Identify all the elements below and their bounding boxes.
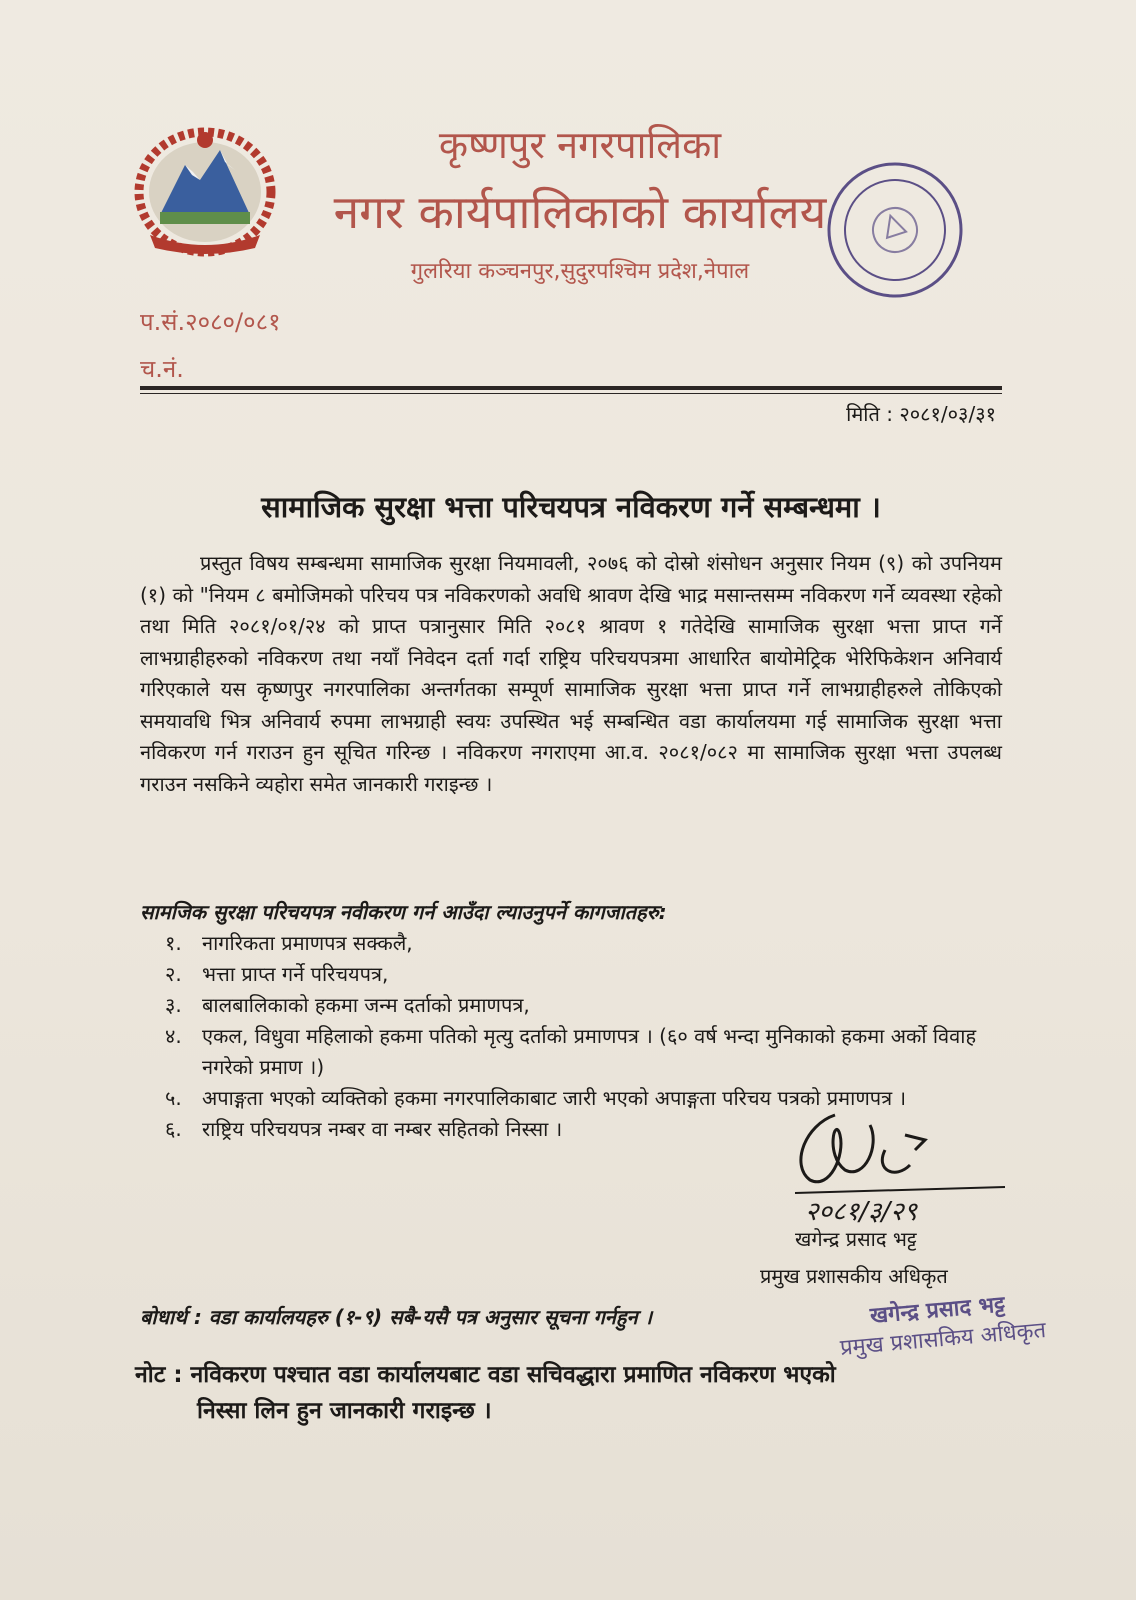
signature-stamp-title: प्रमुख प्रशासकिय अधिकृत bbox=[839, 1318, 1047, 1361]
note-line-2: निस्सा लिन हुन जानकारी गराइन्छ । bbox=[197, 1398, 492, 1424]
list-item: ३. बालबालिकाको हकमा जन्म दर्ताको प्रमाणपत्र, bbox=[165, 993, 530, 1017]
list-item: २. भत्ता प्राप्त गर्ने परिचयपत्र, bbox=[165, 962, 389, 986]
header-divider bbox=[140, 386, 1002, 390]
letter-body: प्रस्तुत विषय सम्बन्धमा सामाजिक सुरक्षा नियमावली, २०७६ को दोस्रो शंसोधन अनुसार नियम (९) को उपनियम (१) को "नियम ८ बमोजिमको परिचय पत्र नविकरणको अवधि श्रावण देखि भाद्र मसान्तसम्म नविकरण गर्ने व्यवस्था रहेको तथा मिति २०८१/०१/२४ को प्राप्त पत्रानुसार मिति २०८१ श्रावण १ गतेदेखि सामाजिक सुरक्षा भत्ता प्राप्त गर्ने लाभग्राहीहरुको नविकरण तथा नयाँ निवेदन दर्ता गर्दा राष्ट्रिय परिचयपत्रमा आधारित बायोमेट्रिक भेरिफिकेशन अनिवार्य गरिएकाले यस कृष्णपुर नगरपालिका अन्तर्गतका सम्पूर्ण सामाजिक सुरक्षा भत्ता प्राप्त गर्ने लाभग्राहीहरुले तोकिएको समयावधि भित्र अनिवार्य रुपमा लाभग्राही स्वयः उपस्थित भई सम्बन्धित वडा कार्यालयमा गई सामाजिक सुरक्षा भत्ता नविकरण गर्न गराउन हुन सूचित गरिन्छ । नविकरण नगराएमा आ.व. २०८१/०८२ मा सामाजिक सुरक्षा भत्ता उपलब्ध गराउन नसकिने व्यहोरा समेत जानकारी गराइन्छ । bbox=[140, 551, 1002, 796]
list-item: १. नागरिकता प्रमाणपत्र सक्कलै, bbox=[165, 931, 413, 955]
signature-date: २०८१/३/२९ bbox=[805, 1197, 918, 1227]
office-address: गुलरिया कञ्चनपुर,सुदुरपश्चिम प्रदेश,नेपाल bbox=[410, 259, 750, 284]
header-divider-thin bbox=[140, 393, 1002, 394]
note bbox=[135, 1357, 1005, 1429]
signature-stamp-name: खगेन्द्र प्रसाद भट्ट bbox=[869, 1292, 1006, 1329]
list-item: ६. राष्ट्रिय परिचयपत्र नम्बर वा नम्बर सहितको निस्सा । bbox=[165, 1117, 563, 1141]
signer-title: प्रमुख प्रशासकीय अधिकृत bbox=[760, 1264, 948, 1288]
letter-date: मिति : २०८१/०३/३१ bbox=[846, 402, 996, 426]
municipality-name: कृष्णपुर नगरपालिका bbox=[438, 123, 722, 167]
handwritten-signature bbox=[785, 1095, 1015, 1230]
documents-heading: सामजिक सुरक्षा परिचयपत्र नवीकरण गर्न आउँदा ल्याउनुपर्ने कागजातहरु: bbox=[140, 900, 667, 924]
office-name: नगर कार्यपालिकाको कार्यालय bbox=[333, 185, 827, 239]
list-item: ५. अपाङ्गता भएको व्यक्तिको हकमा नगरपालिकाबाट जारी भएको अपाङ्गता परिचय पत्रको प्रमाणपत्र । bbox=[165, 1086, 907, 1110]
nepal-emblem-icon bbox=[130, 120, 280, 260]
reference-number: प.सं.२०८०/०८१ bbox=[140, 308, 281, 336]
signer-name: खगेन्द्र प्रसाद भट्ट bbox=[795, 1227, 917, 1251]
dispatch-number: च.नं. bbox=[140, 355, 184, 383]
copy-to: बोधार्थ : वडा कार्यालयहरु (१-९) सबै-यसै पत्र अनुसार सूचना गर्नहुन । bbox=[140, 1305, 653, 1329]
office-stamp bbox=[815, 150, 975, 310]
letter-subject: सामाजिक सुरक्षा भत्ता परिचयपत्र नविकरण गर्ने सम्बन्धमा । bbox=[261, 490, 881, 524]
note-line-1: नोट : नविकरण पश्चात वडा कार्यालयबाट वडा सचिवद्धारा प्रमाणित नविकरण भएको bbox=[135, 1362, 836, 1388]
list-item: ४. एकल, विधुवा महिलाको हकमा पतिको मृत्यु दर्ताको प्रमाणपत्र । (६० वर्ष भन्दा मुनिकाको हकमा अर्को विवाह नगरेको प्रमाण ।) bbox=[165, 1024, 977, 1079]
